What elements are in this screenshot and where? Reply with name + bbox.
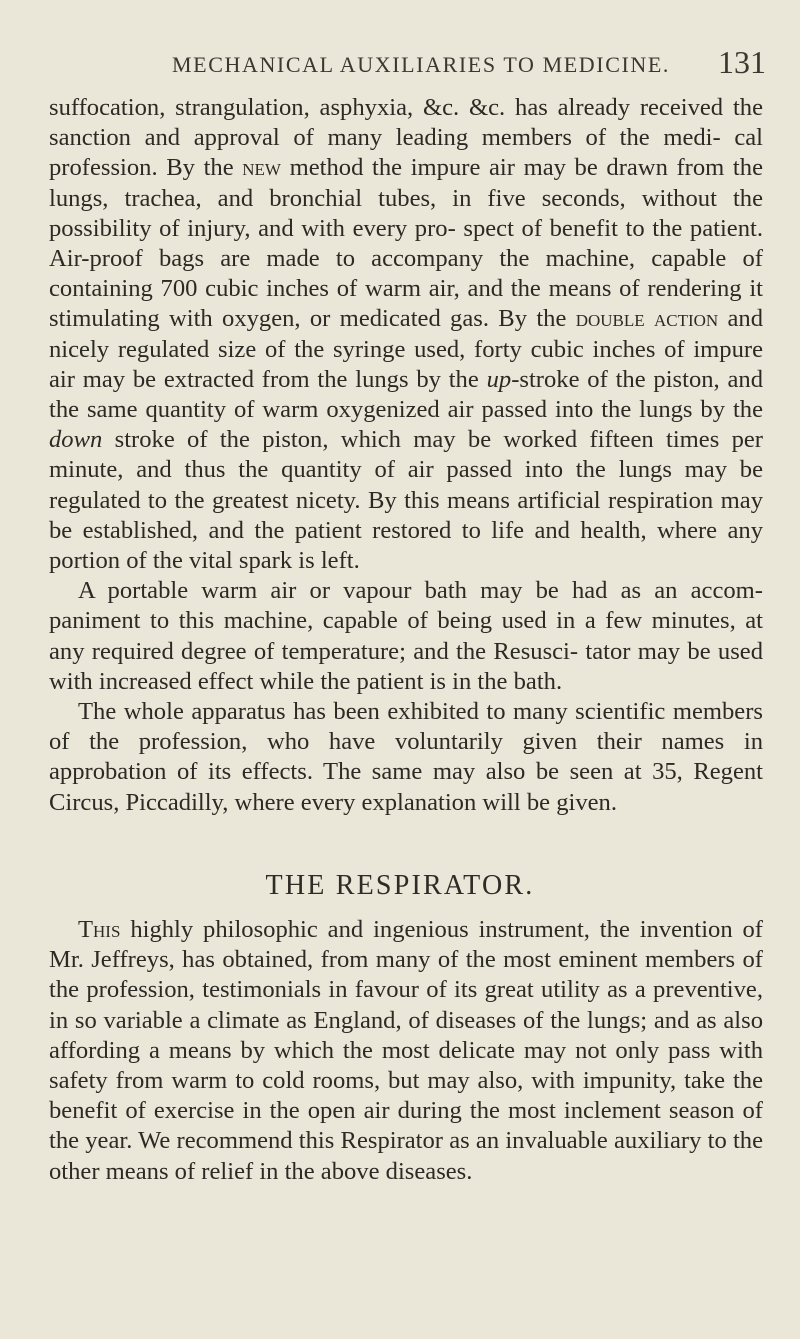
- text-run-small-caps: new: [242, 154, 281, 182]
- text-run-small-caps: This: [78, 916, 121, 943]
- text-run: stroke of the piston, which may be worked fifteen times per minute, and thus the quantity of air passed into the lungs may be regulated to the greatest nicety. By this means artificial respiration may be established, and the patient restored to life and health, where any portion of the vital spark is left.: [49, 426, 764, 575]
- text-run: and nicely regulated size of the syringe used, forty cubic inches of impure air may be extracted from the lungs by the: [49, 305, 764, 393]
- paragraph-vapour-bath: A portable warm air or vapour bath may be had as an accom- paniment to this machine, capable of being used in a few minutes, at any required degree of temperature; and the Resusci- tator may be used with increased effect while the patient is in the bath.: [49, 577, 763, 695]
- text-run-italic: up: [486, 365, 512, 393]
- text-run: suffocation, strangulation, asphyxia, &c. &c. has already received the sanction and approval of many leading members of the medi- cal profession. By the: [49, 94, 763, 182]
- text-run: highly philosophic and ingenious instrument, the invention of Mr. Jeffreys, has obtained, from many of the most eminent members of the profession, testimonials in favour of its great utility as a preventive, in so variable a climate as England, of diseases of the lungs; and as also affording a means by which the most delicate may not only pass with safety from warm to cold rooms, but may also, with impunity, take the benefit of exercise in the open air during the most inclement season of the year. We recommend this Respirator as an invaluable auxiliary to the other means of relief in the above diseases.: [49, 916, 763, 1185]
- running-title: MECHANICAL AUXILIARIES TO MEDICINE.: [172, 52, 671, 77]
- paragraph-resuscitator-method: [49, 93, 763, 576]
- respirator-section: [49, 915, 763, 1187]
- resuscitator-section: [49, 93, 763, 818]
- paragraph-apparatus-exhibited: The whole apparatus has been exhibited to many scientific members of the profession, who have voluntarily given their names in approbation of its effects. The same may also be seen at 35, Regent Circus, Piccadilly, where every explanation will be given.: [49, 698, 763, 816]
- paragraph-respirator: [49, 915, 763, 1187]
- text-run-small-caps: double action: [575, 305, 719, 333]
- page-number: 131: [718, 44, 766, 80]
- text-run-italic: down: [49, 426, 103, 454]
- text-run: -stroke of the piston, and the same quantity of warm oxygenized air passed into the lungs by the: [49, 365, 763, 424]
- section-heading-respirator: THE RESPIRATOR.: [265, 870, 535, 901]
- text-run: method the impure air may be drawn from the lungs, trachea, and bronchial tubes, in five seconds, without the possibility of injury, and with every pro- spect of benefit to the patient. Air-proof bags are made to accompany the machine, capable of containing 700 cubic inches of warm air, and the means of rendering it stimulating with oxygen, or medicated gas. By the: [49, 154, 763, 333]
